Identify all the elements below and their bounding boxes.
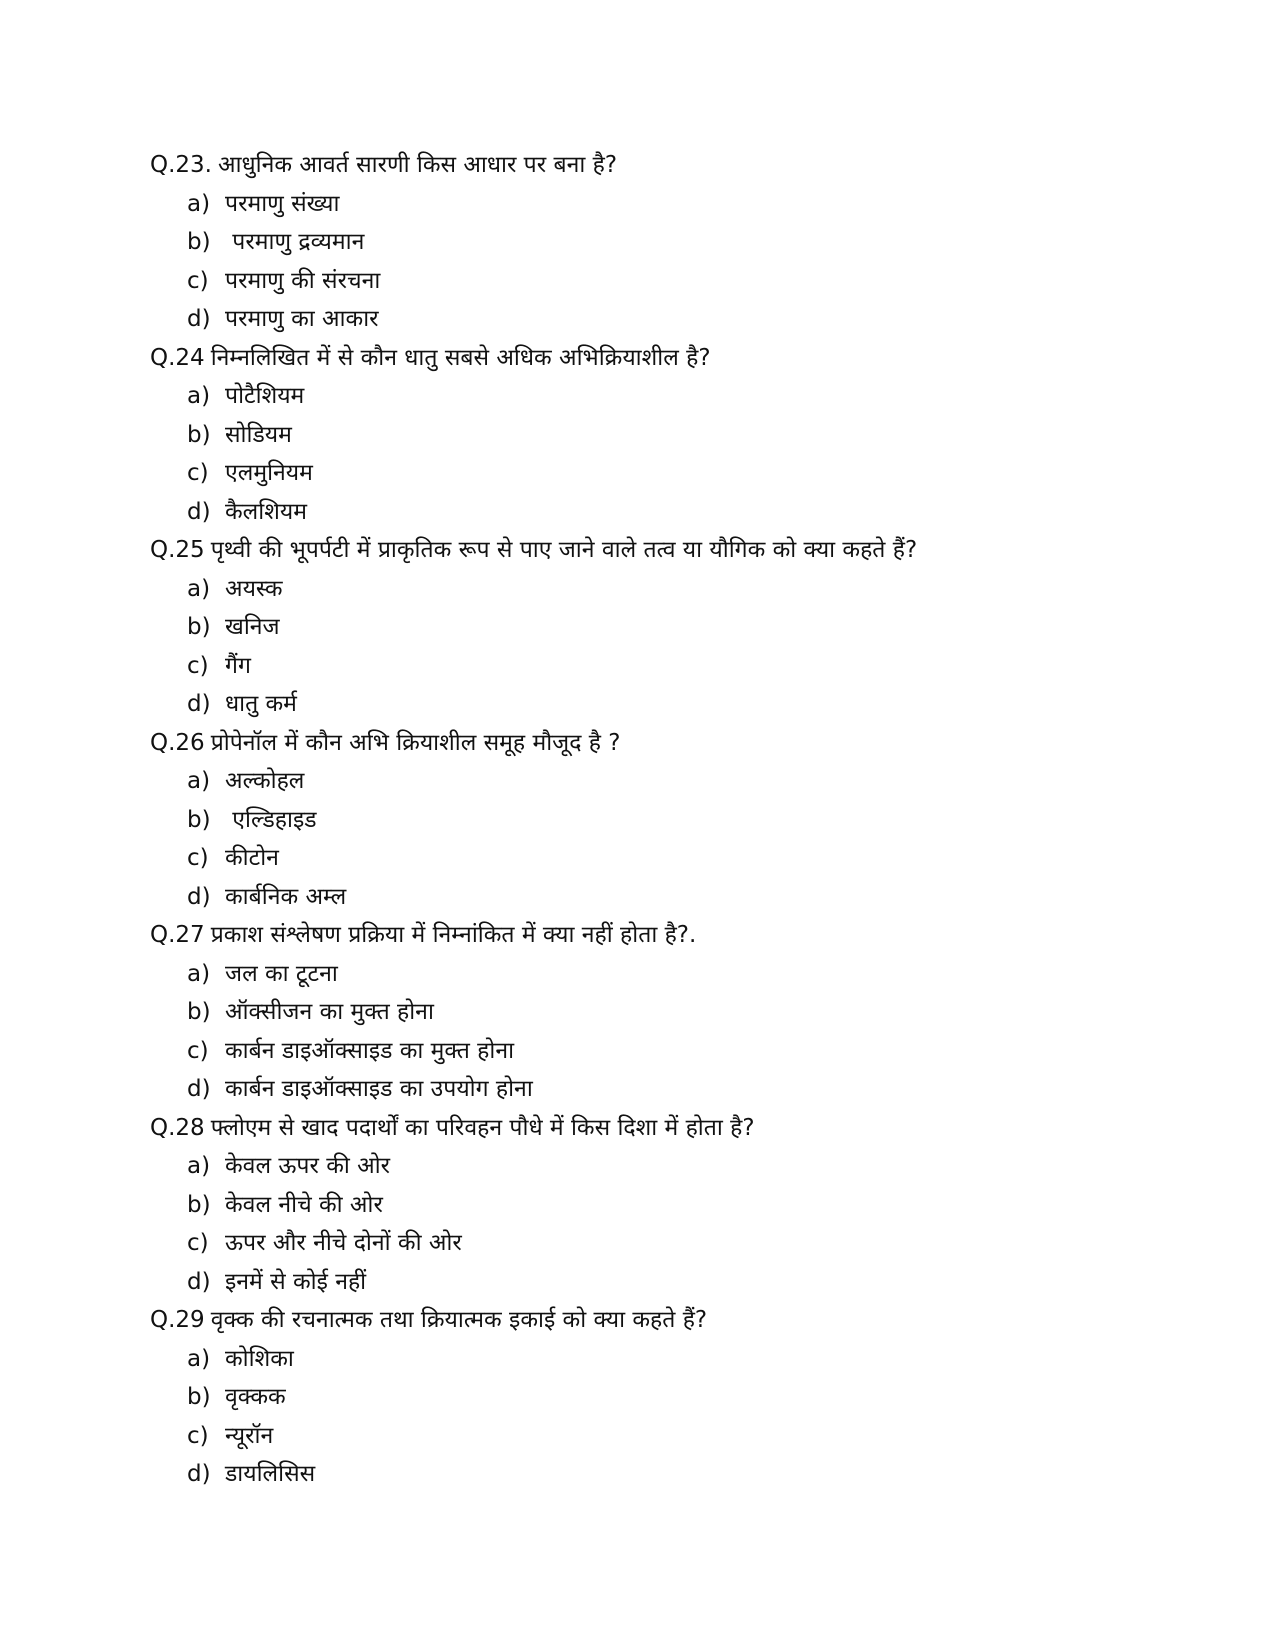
- option-d: [150, 878, 1230, 917]
- question-text: निम्नलिखित में से कौन धातु सबसे अधिक अभिक्रियाशील है?: [210, 344, 711, 371]
- option-letter: d): [187, 883, 211, 910]
- question-text-line: [150, 724, 1230, 763]
- question-26: [150, 724, 1230, 917]
- option-letter: c): [187, 1037, 209, 1064]
- option-c: [150, 839, 1230, 878]
- question-text-line: [150, 339, 1230, 378]
- option-letter: b): [187, 1191, 211, 1218]
- option-letter: b): [187, 421, 211, 448]
- question-28: [150, 1109, 1230, 1302]
- option-letter: c): [187, 1422, 209, 1449]
- option-text: कार्बनिक अम्ल: [225, 883, 347, 910]
- question-29: [150, 1301, 1230, 1494]
- option-text: परमाणु का आकार: [225, 306, 379, 332]
- question-text-line: [150, 146, 1230, 185]
- option-text: केवल ऊपर की ओर: [225, 1153, 391, 1179]
- option-b: [150, 1186, 1230, 1225]
- option-letter: d): [187, 1461, 211, 1487]
- option-text: वृक्कक: [225, 1384, 286, 1410]
- option-letter: a): [187, 190, 211, 217]
- option-b: [150, 608, 1230, 647]
- question-23: [150, 146, 1230, 339]
- option-text: गैंग: [225, 652, 251, 679]
- option-letter: a): [187, 383, 211, 409]
- option-a: [150, 762, 1230, 801]
- option-letter: b): [187, 229, 211, 255]
- option-d: [150, 493, 1230, 532]
- option-a: [150, 1147, 1230, 1186]
- option-b: [150, 223, 1230, 262]
- option-text: अयस्क: [225, 575, 283, 602]
- option-text: न्यूरॉन: [225, 1422, 274, 1449]
- option-letter: b): [187, 999, 211, 1025]
- option-text: एलमुनियम: [225, 460, 313, 486]
- option-d: [150, 300, 1230, 339]
- option-text: धातु कर्म: [225, 691, 297, 717]
- option-letter: c): [187, 652, 209, 679]
- option-b: [150, 1378, 1230, 1417]
- option-text: कार्बन डाइऑक्साइड का उपयोग होना: [225, 1076, 533, 1102]
- option-text: ऑक्सीजन का मुक्त होना: [225, 999, 434, 1025]
- question-text-line: [150, 531, 1230, 570]
- option-letter: a): [187, 960, 211, 987]
- option-text: जल का टूटना: [225, 960, 338, 987]
- question-number: Q.29: [150, 1307, 205, 1333]
- question-number: Q.23.: [150, 152, 212, 178]
- question-text: प्रकाश संश्लेषण प्रक्रिया में निम्नांकित में क्या नहीं होता है?.: [210, 922, 697, 948]
- option-text: खनिज: [225, 614, 280, 640]
- option-text: केवल नीचे की ओर: [225, 1191, 383, 1218]
- option-letter: c): [187, 845, 209, 871]
- option-d: [150, 685, 1230, 724]
- option-letter: d): [187, 306, 211, 332]
- option-letter: c): [187, 460, 209, 486]
- option-c: [150, 454, 1230, 493]
- option-letter: a): [187, 1153, 211, 1179]
- question-text: पृथ्वी की भूपर्पटी में प्राकृतिक रूप से पाए जाने वाले तत्व या यौगिक को क्या कहते हैं?: [210, 537, 918, 563]
- option-letter: a): [187, 1345, 211, 1372]
- question-list: [150, 146, 1230, 1494]
- option-a: [150, 377, 1230, 416]
- option-letter: d): [187, 691, 211, 717]
- option-d: [150, 1070, 1230, 1109]
- question-text: प्रोपेनॉल में कौन अभि क्रियाशील समूह मौजूद है ?: [210, 729, 621, 756]
- option-letter: d): [187, 498, 211, 525]
- question-27: [150, 916, 1230, 1109]
- option-letter: b): [187, 614, 211, 640]
- option-c: [150, 647, 1230, 686]
- question-text: आधुनिक आवर्त सारणी किस आधार पर बना है?: [218, 152, 618, 178]
- question-number: Q.25: [150, 537, 205, 563]
- option-c: [150, 1032, 1230, 1071]
- option-text: डायलिसिस: [225, 1461, 316, 1487]
- option-a: [150, 185, 1230, 224]
- option-letter: c): [187, 1230, 209, 1256]
- question-number: Q.28: [150, 1114, 205, 1141]
- option-d: [150, 1263, 1230, 1302]
- option-text: कार्बन डाइऑक्साइड का मुक्त होना: [225, 1037, 515, 1064]
- option-text: पोटैशियम: [225, 383, 305, 409]
- option-letter: d): [187, 1268, 211, 1295]
- option-a: [150, 570, 1230, 609]
- question-text-line: [150, 916, 1230, 955]
- option-text: कीटोन: [225, 845, 279, 871]
- question-text-line: [150, 1301, 1230, 1340]
- option-c: [150, 1417, 1230, 1456]
- option-text: परमाणु संख्या: [225, 190, 340, 217]
- option-text: कोशिका: [225, 1345, 294, 1372]
- option-c: [150, 262, 1230, 301]
- question-text-line: [150, 1109, 1230, 1148]
- option-text: एल्डिहाइड: [225, 806, 317, 833]
- option-text: अल्कोहल: [225, 768, 305, 794]
- option-b: [150, 801, 1230, 840]
- question-text: वृक्क की रचनात्मक तथा क्रियात्मक इकाई को क्या कहते हैं?: [210, 1307, 708, 1333]
- option-a: [150, 1340, 1230, 1379]
- option-text: ऊपर और नीचे दोनों की ओर: [225, 1230, 462, 1256]
- option-text: कैलशियम: [225, 498, 307, 525]
- option-letter: b): [187, 806, 211, 833]
- option-letter: a): [187, 768, 211, 794]
- option-letter: b): [187, 1384, 211, 1410]
- question-25: [150, 531, 1230, 724]
- option-text: परमाणु द्रव्यमान: [225, 229, 365, 255]
- option-c: [150, 1224, 1230, 1263]
- question-number: Q.24: [150, 344, 205, 371]
- option-a: [150, 955, 1230, 994]
- option-b: [150, 993, 1230, 1032]
- option-letter: a): [187, 575, 211, 602]
- option-letter: c): [187, 267, 209, 294]
- question-number: Q.26: [150, 729, 205, 756]
- option-d: [150, 1455, 1230, 1494]
- option-text: सोडियम: [225, 421, 292, 448]
- option-b: [150, 416, 1230, 455]
- option-letter: d): [187, 1076, 211, 1102]
- question-24: [150, 339, 1230, 532]
- option-text: परमाणु की संरचना: [225, 267, 381, 294]
- option-text: इनमें से कोई नहीं: [225, 1268, 367, 1295]
- question-text: फ्लोएम से खाद पदार्थों का परिवहन पौधे में किस दिशा में होता है?: [210, 1114, 755, 1141]
- question-number: Q.27: [150, 922, 205, 948]
